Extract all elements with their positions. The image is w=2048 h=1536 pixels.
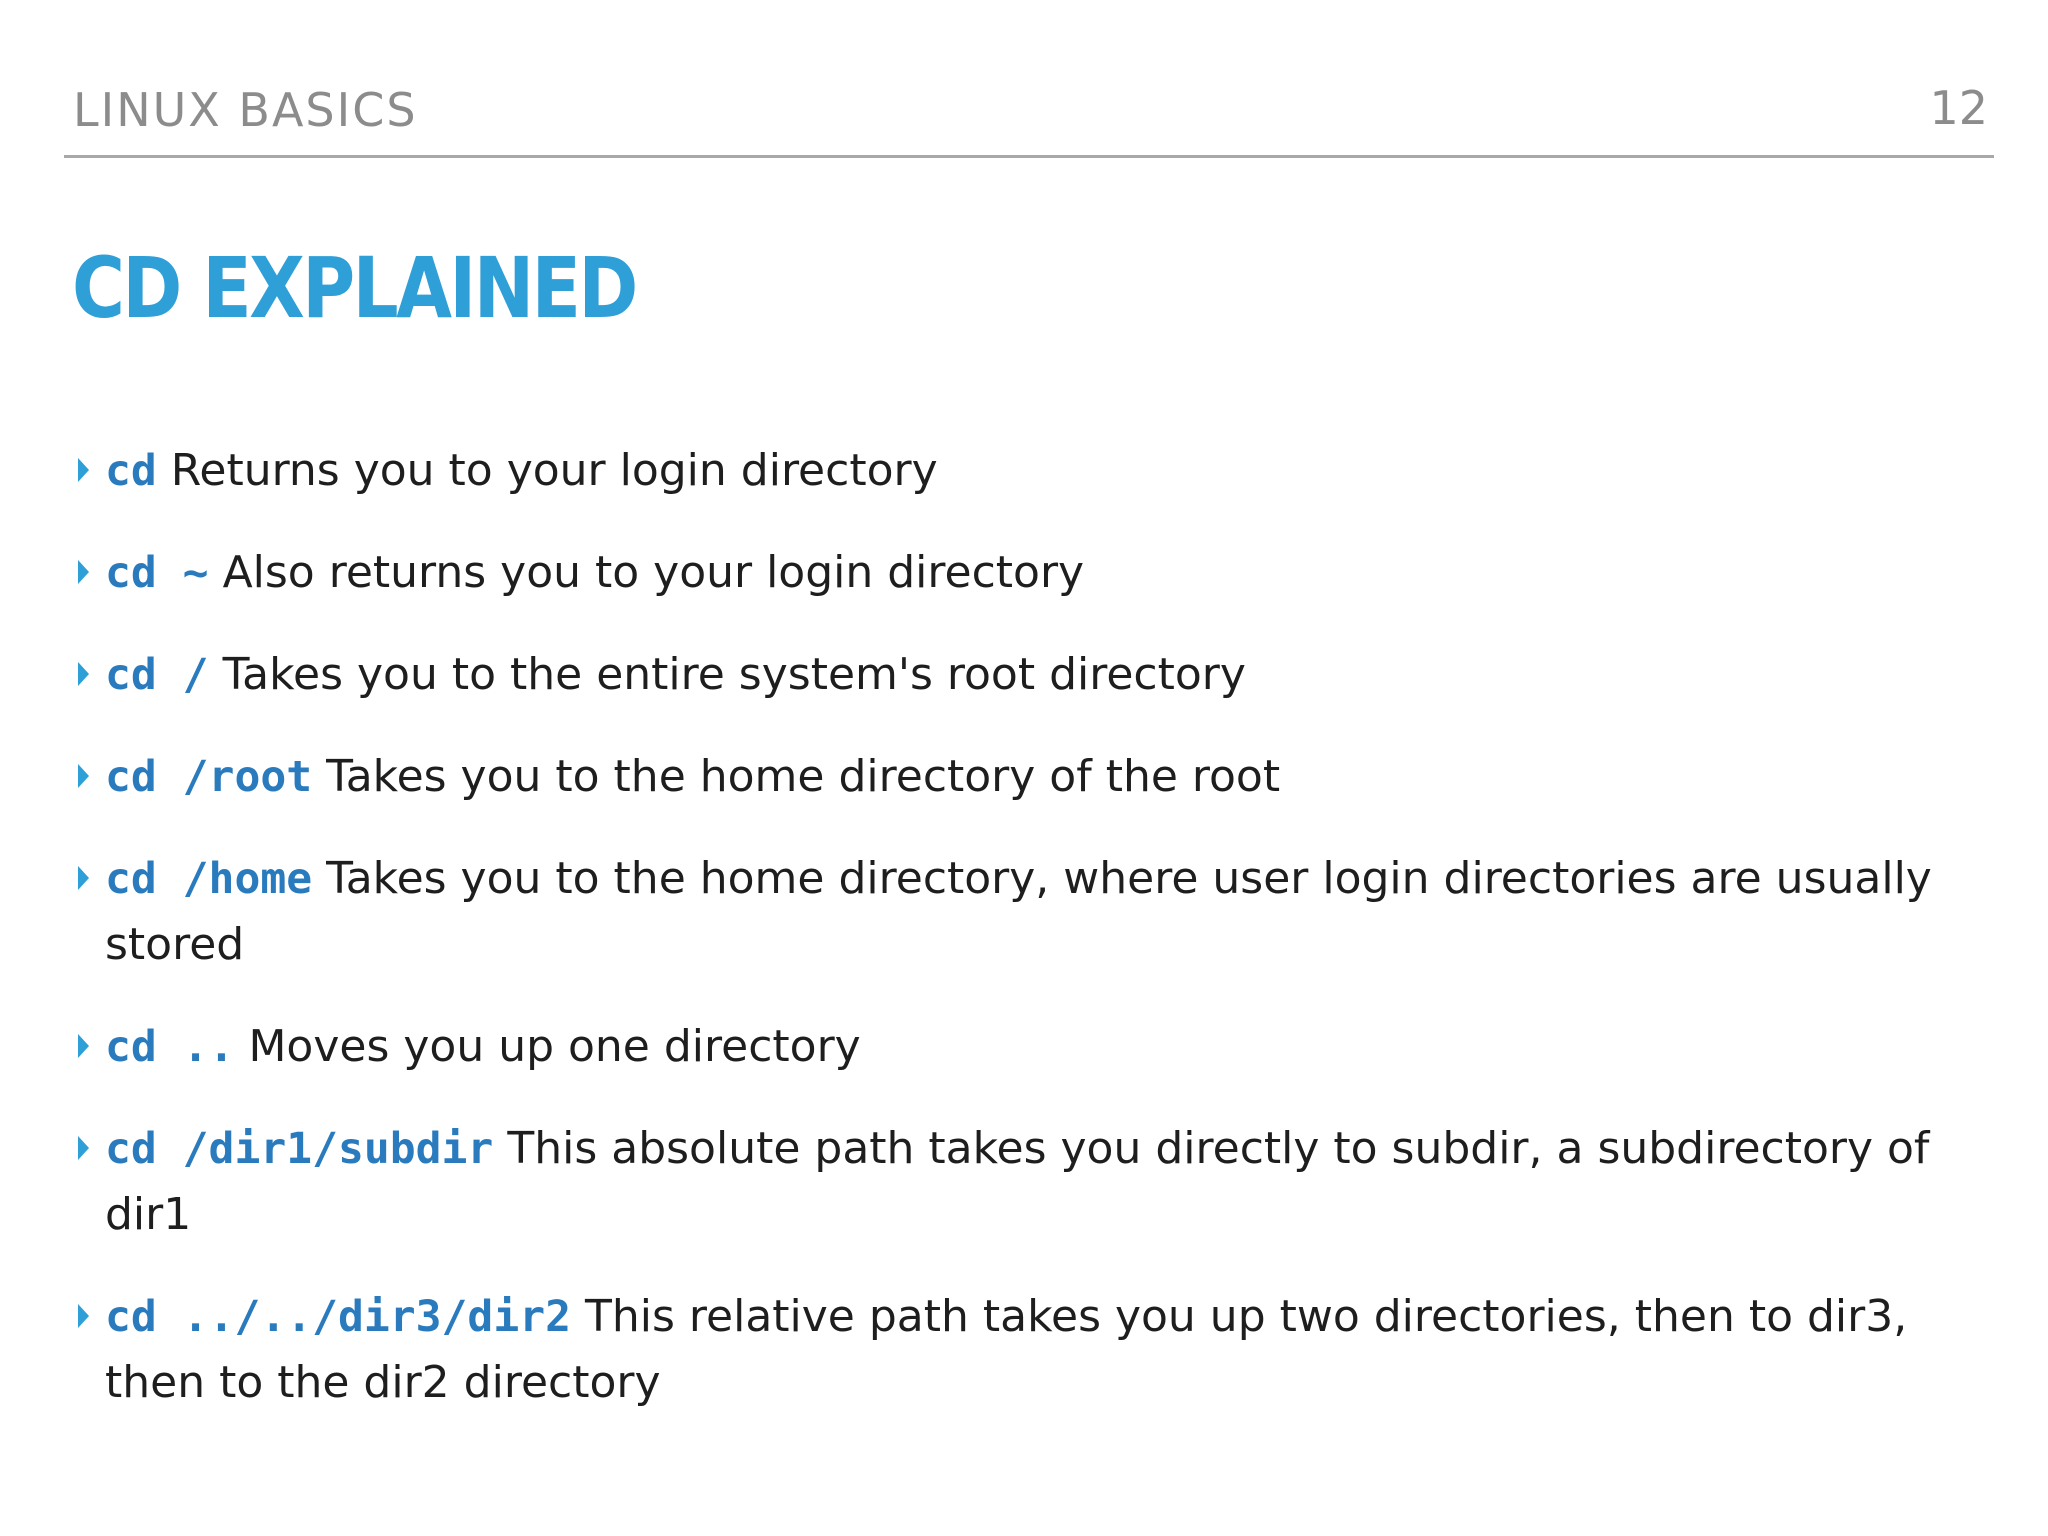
command-code: cd /dir1/subdir (105, 1124, 494, 1174)
section-header: LINUX BASICS (73, 83, 418, 137)
command-description: Also returns you to your login directory (222, 547, 1085, 598)
command-description: This relative path takes you up two directories, then to dir3, then to the dir2 directory (105, 1291, 1908, 1408)
command-description: This absolute path takes you directly to subdir, a subdirectory of dir1 (105, 1123, 1930, 1240)
slide-title: CD EXPLAINED (72, 239, 636, 337)
bullet-item-cd (76, 438, 1956, 504)
command-description: Returns you to your login directory (170, 445, 938, 496)
bullet-arrow-icon (78, 560, 89, 584)
command-description: Takes you to the home directory, where user login directories are usually stored (105, 853, 1932, 970)
bullet-item-cd-absolute (76, 1116, 1956, 1248)
bullet-arrow-icon (78, 764, 89, 788)
command-code: cd (105, 446, 157, 496)
command-description: Takes you to the entire system's root directory (222, 649, 1246, 700)
header-divider (64, 155, 1994, 158)
command-code: cd /root (105, 752, 313, 802)
bullet-item-cd-relative (76, 1284, 1956, 1416)
bullet-item-cd-tilde (76, 540, 1956, 606)
bullet-arrow-icon (78, 1034, 89, 1058)
bullet-arrow-icon (78, 1136, 89, 1160)
command-description: Takes you to the home directory of the root (326, 751, 1281, 802)
command-code: cd .. (105, 1022, 235, 1072)
command-code: cd ../../dir3/dir2 (105, 1292, 571, 1342)
bullet-item-cd-home (76, 846, 1956, 978)
bullet-list (76, 438, 1956, 1452)
command-code: cd / (105, 650, 209, 700)
bullet-arrow-icon (78, 662, 89, 686)
bullet-item-cd-root (76, 744, 1956, 810)
bullet-arrow-icon (78, 1304, 89, 1328)
slide-number: 12 (1929, 81, 1988, 135)
command-code: cd /home (105, 854, 313, 904)
bullet-item-cd-up (76, 1014, 1956, 1080)
bullet-item-cd-root-slash (76, 642, 1956, 708)
command-code: cd ~ (105, 548, 209, 598)
bullet-arrow-icon (78, 458, 89, 482)
command-description: Moves you up one directory (248, 1021, 861, 1072)
bullet-arrow-icon (78, 866, 89, 890)
